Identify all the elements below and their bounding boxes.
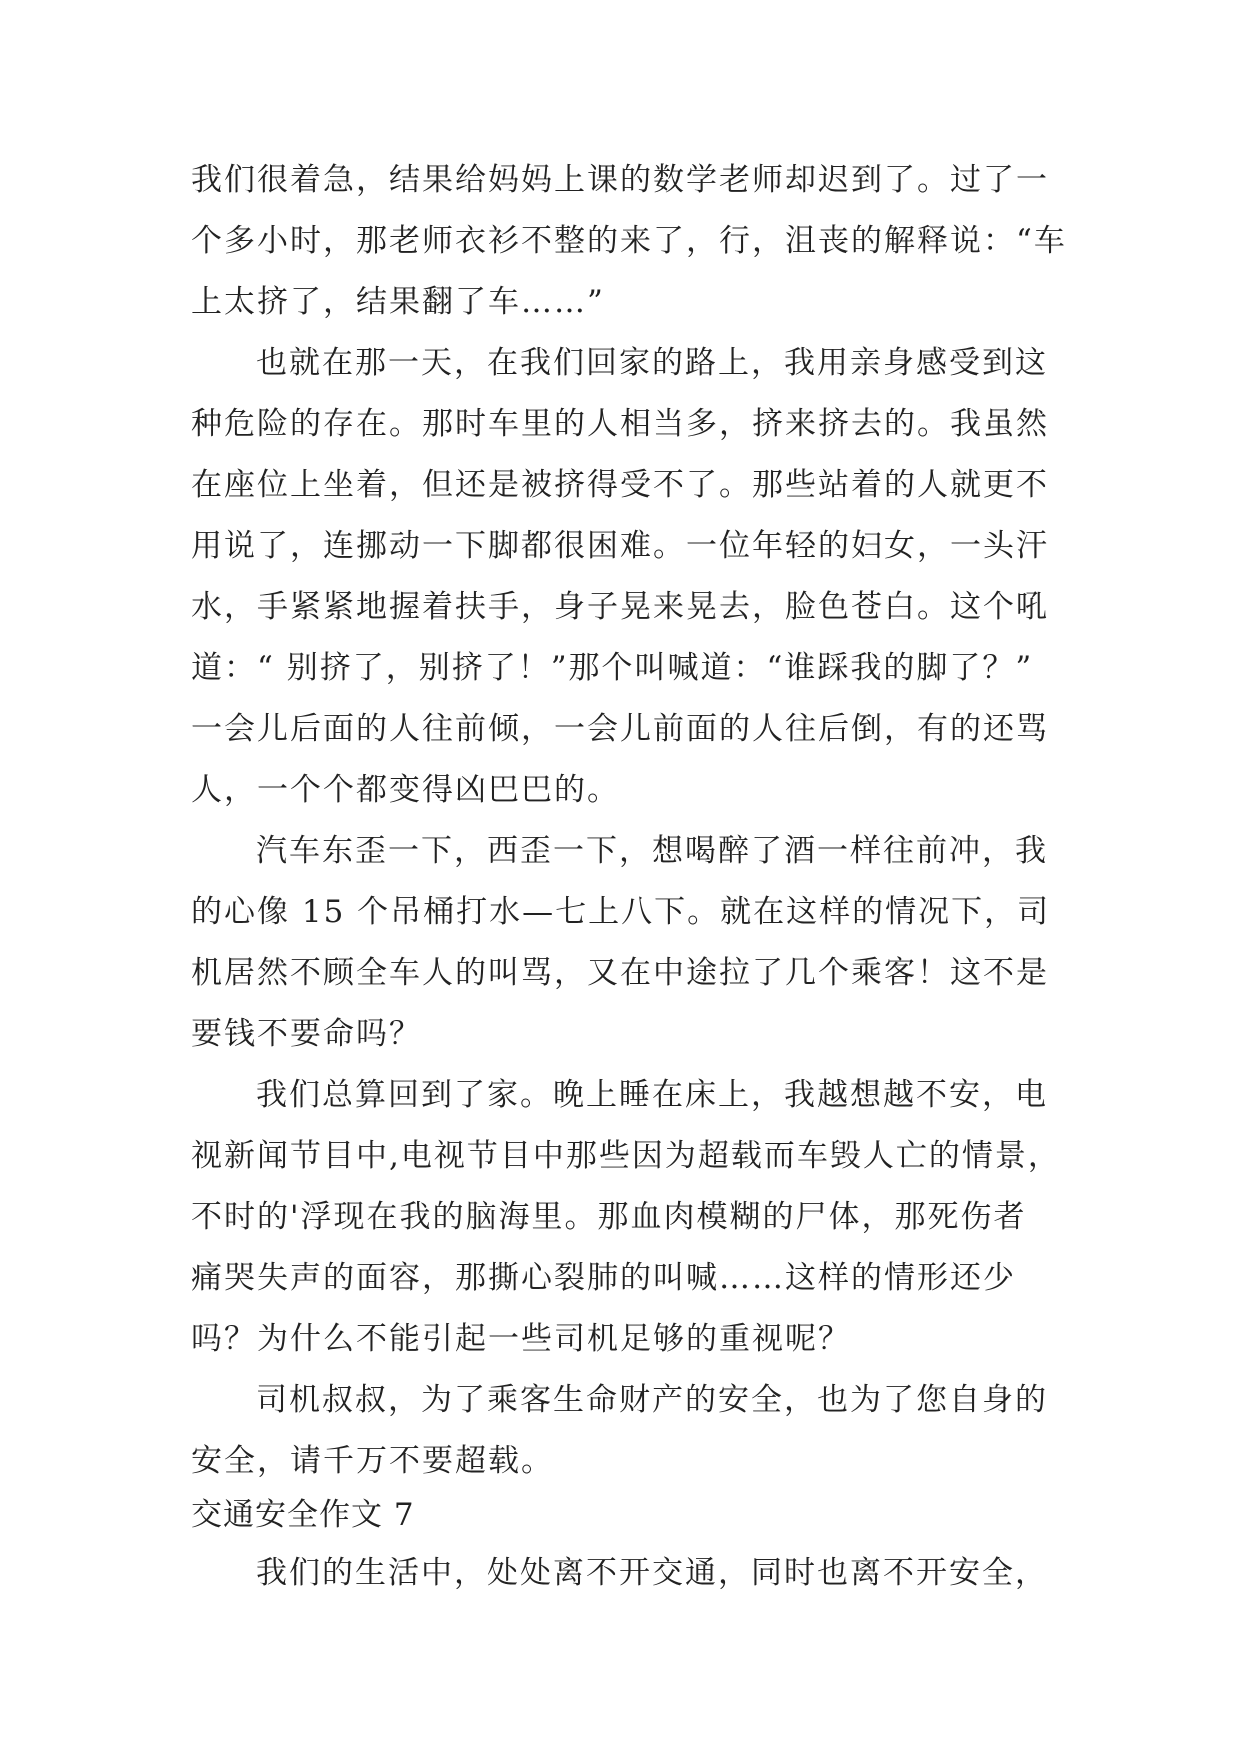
section-heading: 交通安全作文 7: [191, 1497, 415, 1533]
text-line: 安全，请千万不要超载。: [191, 1443, 554, 1479]
paragraph-start-line: 司机叔叔，为了乘客生命财产的安全，也为了您自身的: [256, 1382, 1048, 1418]
text-line: 水，手紧紧地握着扶手，身子晃来晃去，脸色苍白。这个吼: [191, 589, 1049, 625]
text-line: 在座位上坐着，但还是被挤得受不了。那些站着的人就更不: [191, 467, 1049, 503]
text-line: 上太挤了，结果翻了车……”: [191, 284, 605, 320]
text-line: 种危险的存在。那时车里的人相当多，挤来挤去的。我虽然: [191, 406, 1049, 442]
text-line: 要钱不要命吗？: [191, 1016, 422, 1052]
text-line: 人，一个个都变得凶巴巴的。: [191, 772, 620, 808]
text-line: 不时的'浮现在我的脑海里。那血肉模糊的尸体，那死伤者: [191, 1199, 1027, 1235]
text-line: 个多小时，那老师衣衫不整的来了，行，沮丧的解释说：“车: [191, 223, 1067, 259]
text-line: 道：“ 别挤了，别挤了！”那个叫喊道：“谁踩我的脚了？”: [191, 650, 1034, 686]
paragraph-start-line: 我们的生活中，处处离不开交通，同时也离不开安全，: [256, 1555, 1048, 1591]
text-line: 吗？为什么不能引起一些司机足够的重视呢？: [191, 1321, 851, 1357]
text-line: 痛哭失声的面容，那撕心裂肺的叫喊……这样的情形还少: [191, 1260, 1016, 1296]
text-line: 用说了，连挪动一下脚都很困难。一位年轻的妇女，一头汗: [191, 528, 1049, 564]
text-line: 视新闻节目中,电视节目中那些因为超载而车毁人亡的情景，: [191, 1138, 1061, 1174]
text-line: 我们很着急，结果给妈妈上课的数学老师却迟到了。过了一: [191, 162, 1049, 198]
paragraph-start-line: 也就在那一天，在我们回家的路上，我用亲身感受到这: [256, 345, 1048, 381]
text-line: 一会儿后面的人往前倾，一会儿前面的人往后倒，有的还骂: [191, 711, 1049, 747]
paragraph-start-line: 我们总算回到了家。晚上睡在床上，我越想越不安，电: [256, 1077, 1048, 1113]
text-line: 机居然不顾全车人的叫骂，又在中途拉了几个乘客！这不是: [191, 955, 1049, 991]
paragraph-start-line: 汽车东歪一下，西歪一下，想喝醉了酒一样往前冲，我: [256, 833, 1048, 869]
text-line: 的心像 15 个吊桶打水—七上八下。就在这样的情况下，司: [191, 894, 1051, 930]
